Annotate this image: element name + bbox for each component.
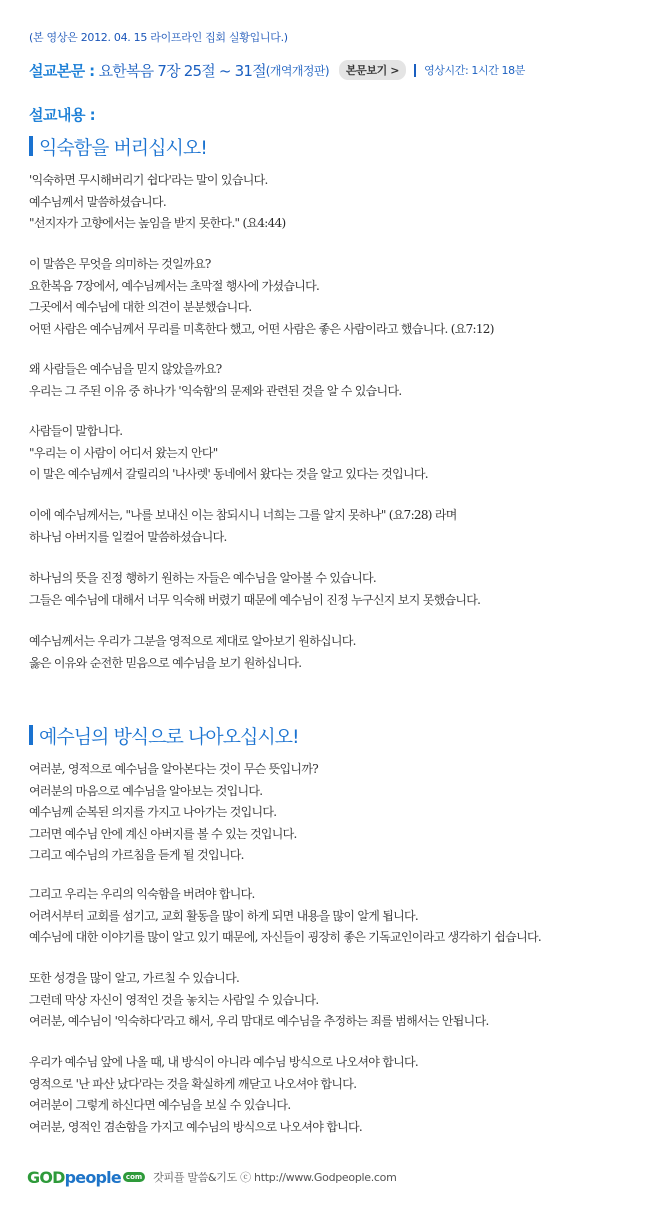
paragraph (29, 968, 489, 1033)
text-line: 요한복음 7장에서, 예수님께서는 초막절 행사에 가셨습니다. (29, 278, 320, 293)
text-line: 여러분이 그렇게 하신다면 예수님을 보실 수 있습니다. (29, 1098, 291, 1112)
bible-version: (개역개정판) (265, 63, 329, 78)
paragraph (29, 631, 356, 674)
text-line: 여러분, 예수님이 '익숙하다'라고 해서, 우리 맘대로 예수님을 추정하는 죄를 범해서는 안됩니다. (29, 1014, 489, 1028)
text-line: 우리가 예수님 앞에 나올 때, 내 방식이 아니라 예수님 방식으로 나오셔야 합니다. (29, 1055, 419, 1069)
text-line: "우리는 이 사람이 어디서 왔는지 안다" (29, 445, 218, 460)
heading-bar (29, 136, 33, 156)
text-line: 예수님께서는 우리가 그분을 영적으로 제대로 알아보기 원하십니다. (29, 634, 356, 648)
section-heading-2 (29, 723, 299, 747)
text-line: 어떤 사람은 예수님께서 무리를 미혹한다 했고, 어떤 사람은 좋은 사람이라고 했습니다. (요7:12) (29, 321, 494, 336)
paragraph (29, 505, 457, 548)
content-label: 설교내용 : (29, 106, 96, 124)
sermon-passage: 요한복음 7장 25절 ~ 31절 (98, 61, 266, 80)
text-line: 왜 사람들은 예수님을 믿지 않았을까요? (29, 362, 222, 376)
paragraph (29, 759, 318, 867)
text-line: 하나님 아버지를 일컬어 말씀하셨습니다. (29, 529, 227, 544)
paragraph (29, 254, 494, 340)
video-runtime: 영상시간: 1시간 18분 (424, 64, 525, 77)
text-line: 그리고 예수님의 가르침을 듣게 될 것입니다. (29, 848, 244, 862)
text-line: 예수님께 순복된 의지를 가지고 나아가는 것입니다. (29, 805, 277, 819)
paragraph (29, 359, 401, 402)
paragraph (29, 170, 286, 235)
heading-bar (29, 725, 33, 745)
section-title: 익숙함을 버리십시오! (39, 136, 207, 159)
text-line: 사람들이 말합니다. (29, 424, 123, 438)
logo-com-badge: com (123, 1172, 145, 1182)
text-line: 옳은 이유와 순전한 믿음으로 예수님을 보기 원하십니다. (29, 655, 302, 670)
godpeople-logo[interactable] (27, 1168, 145, 1187)
text-line: 영적으로 '난 파산 났다'라는 것을 확실하게 깨닫고 나오셔야 합니다. (29, 1076, 357, 1091)
logo-people-text: people (64, 1167, 121, 1187)
text-line: 그런데 막상 자신이 영적인 것을 놓치는 사람일 수 있습니다. (29, 992, 319, 1007)
paragraph (29, 568, 480, 611)
text-line: "선지자가 고향에서는 높임을 받지 못한다." (요4:44) (29, 216, 286, 230)
text-line: 그들은 예수님에 대해서 너무 익숙해 버렸기 때문에 예수님이 진정 누구신지 보지 못했습니다. (29, 592, 481, 607)
section-heading-1 (29, 134, 207, 158)
paragraph (29, 1052, 418, 1138)
text-line: 여러분, 영적으로 예수님을 알아본다는 것이 무슨 뜻입니까? (29, 762, 318, 776)
broadcast-note: (본 영상은 2012. 04. 15 라이프라인 집회 실황입니다.) (29, 31, 288, 44)
separator (414, 64, 416, 77)
sermon-info (29, 59, 525, 81)
text-line: '익숙하면 무시해버리기 쉽다'라는 말이 있습니다. (29, 173, 268, 187)
text-line: 우리는 그 주된 이유 중 하나가 '익숙함'의 문제와 관련된 것을 알 수 있습니다. (29, 383, 402, 398)
footer-copyright: 갓피플 말씀&기도 ⓒ http://www.Godpeople.com (153, 1171, 397, 1184)
logo-god-text: GOD (27, 1167, 65, 1187)
text-line: 어려서부터 교회를 섬기고, 교회 활동을 많이 하게 되면 내용을 많이 알게 됩니다. (29, 908, 419, 923)
text-line: 여러분의 마음으로 예수님을 알아보는 것입니다. (29, 783, 263, 798)
text-line: 또한 성경을 많이 알고, 가르칠 수 있습니다. (29, 971, 240, 985)
text-line: 하나님의 뜻을 진정 행하기 원하는 자들은 예수님을 알아볼 수 있습니다. (29, 571, 377, 585)
text-line: 여러분, 영적인 겸손함을 가지고 예수님의 방식으로 나오셔야 합니다. (29, 1119, 363, 1134)
text-line: 이 말씀은 무엇을 의미하는 것일까요? (29, 257, 211, 271)
text-line: 이 말은 예수님께서 갈릴리의 '나사렛' 동네에서 왔다는 것을 알고 있다는 것입니다. (29, 467, 428, 481)
section-title: 예수님의 방식으로 나아오십시오! (39, 725, 299, 748)
text-line: 예수님께서 말씀하셨습니다. (29, 194, 166, 209)
paragraph (29, 421, 428, 486)
text-line: 이에 예수님께서는, "나를 보내신 이는 참되시니 너희는 그를 알지 못하나" (요7:28) 라며 (29, 508, 457, 522)
sermon-label: 설교본문 : (29, 61, 95, 80)
text-line: 그리고 우리는 우리의 익숙함을 버려야 합니다. (29, 887, 255, 901)
text-line: 그러면 예수님 안에 계신 아버지를 볼 수 있는 것입니다. (29, 826, 297, 841)
text-line: 예수님에 대한 이야기를 많이 알고 있기 때문에, 자신들이 굉장히 좋은 기독교인이라고 생각하기 쉽습니다. (29, 930, 541, 944)
paragraph (29, 884, 541, 949)
text-line: 그곳에서 예수님에 대한 의견이 분분했습니다. (29, 300, 252, 314)
footer (27, 1166, 397, 1188)
view-text-button[interactable]: 본문보기 > (339, 60, 406, 80)
